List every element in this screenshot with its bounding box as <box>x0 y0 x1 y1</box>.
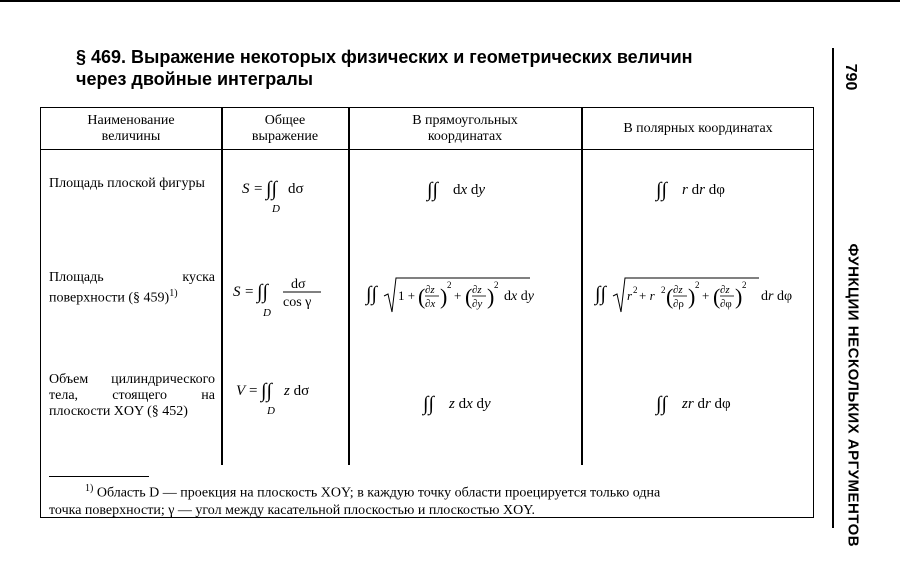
row-1-general <box>222 168 348 218</box>
svg-text:∫∫: ∫∫ <box>366 283 377 305</box>
svg-text:∂z: ∂z <box>472 284 482 296</box>
svg-text:2: 2 <box>447 280 452 290</box>
page-number <box>840 48 862 108</box>
svg-text:S: S <box>233 284 241 300</box>
svg-text:D: D <box>263 307 271 319</box>
svg-text:∫∫: ∫∫ <box>423 393 434 415</box>
svg-text:∂φ: ∂φ <box>720 298 732 310</box>
svg-text:∂x: ∂x <box>425 298 436 310</box>
row-1-polar <box>582 170 814 210</box>
margin-rule <box>832 48 834 528</box>
footnote-rule <box>49 476 149 477</box>
top-rule <box>0 0 900 2</box>
footnote <box>49 480 807 519</box>
svg-text:z dx dy: z dx dy <box>449 396 491 412</box>
svg-text:∫∫: ∫∫ <box>656 179 667 201</box>
header-name: Наименование величины <box>87 112 175 144</box>
formula-table <box>40 107 814 518</box>
svg-text:dσ: dσ <box>291 277 306 292</box>
svg-text:dx dy: dx dy <box>504 289 534 304</box>
svg-text:+: + <box>702 288 710 303</box>
svg-text:dr dφ: dr dφ <box>761 289 793 304</box>
svg-text:r: r <box>627 288 633 303</box>
svg-text:∂ρ: ∂ρ <box>673 298 684 310</box>
svg-text:z dσ: z dσ <box>284 383 310 399</box>
svg-text:): ) <box>735 284 743 309</box>
svg-text:=: = <box>245 284 254 300</box>
header-polar: В полярных координатах <box>623 120 773 136</box>
svg-text:cos γ: cos γ <box>283 295 312 310</box>
row-3-rect <box>349 384 581 424</box>
svg-text:2: 2 <box>661 285 666 295</box>
svg-text:∂z: ∂z <box>673 284 683 296</box>
row-2-general <box>222 266 348 322</box>
svg-text:1 +: 1 + <box>398 288 416 303</box>
header-rect: В прямоугольных координатах <box>412 112 518 144</box>
svg-text:∫∫: ∫∫ <box>261 380 272 402</box>
section-title-line-1: § 469. Выражение некоторых физических и геометрических величин <box>76 47 693 67</box>
page-number-text: 790 <box>842 63 859 91</box>
svg-text:zr dr dφ: zr dr dφ <box>682 396 731 412</box>
row-3-general <box>222 370 348 420</box>
row-2-polar <box>582 268 814 320</box>
svg-text:∫∫: ∫∫ <box>427 179 438 201</box>
header-general: Общее выражение <box>251 112 319 144</box>
row-1-rect <box>349 170 581 210</box>
row-1-name: Площадь плоской фигуры <box>49 176 205 191</box>
svg-text:∂z: ∂z <box>425 284 435 296</box>
section-title-line-2: через двойные интегралы <box>76 69 314 89</box>
row-3-polar <box>582 384 814 424</box>
svg-text:): ) <box>440 284 448 309</box>
svg-text:(: ( <box>666 284 674 309</box>
svg-text:2: 2 <box>695 280 700 290</box>
svg-text:=: = <box>254 181 263 197</box>
svg-text:(: ( <box>713 284 721 309</box>
svg-text:2: 2 <box>494 280 499 290</box>
svg-text:): ) <box>688 284 696 309</box>
running-title-text: ФУНКЦИИ НЕСКОЛЬКИХ АРГУМЕНТОВ <box>844 243 862 548</box>
svg-text:∫∫: ∫∫ <box>656 393 667 415</box>
row-2-name: Площадь куска поверхности (§ 459)$^{1)}$ <box>49 270 215 306</box>
svg-text:+: + <box>454 288 462 303</box>
svg-text:∂y: ∂y <box>472 298 483 310</box>
svg-text:(: ( <box>418 284 426 309</box>
svg-text:∂z: ∂z <box>720 284 730 296</box>
svg-text:2: 2 <box>633 285 638 295</box>
svg-text:V: V <box>236 383 246 399</box>
svg-text:=: = <box>249 383 258 399</box>
svg-text:D: D <box>272 203 280 215</box>
footnote-line-1: $^{1)}$ Область D — проекция на плоскость XOY; в каждую точку области проецируется только одна <box>85 483 661 501</box>
section-title <box>76 46 776 90</box>
svg-text:): ) <box>487 284 495 309</box>
footnote-line-2: точка поверхности; γ — угол между касательной плоскостью и плоскостью XOY. <box>49 502 536 518</box>
svg-text:S: S <box>242 181 250 197</box>
svg-text:(: ( <box>465 284 473 309</box>
running-title <box>842 243 864 548</box>
svg-text:+ r: + r <box>639 288 655 303</box>
svg-text:r dr dφ: r dr dφ <box>682 182 725 198</box>
svg-text:∫∫: ∫∫ <box>257 281 268 303</box>
svg-text:∫∫: ∫∫ <box>595 283 606 305</box>
svg-text:dσ: dσ <box>288 181 304 197</box>
svg-text:dx dy: dx dy <box>453 182 486 198</box>
svg-text:∫∫: ∫∫ <box>266 178 277 200</box>
svg-text:D: D <box>267 405 275 417</box>
row-2-rect <box>349 268 581 320</box>
svg-text:2: 2 <box>742 280 747 290</box>
row-3-name: Объем цилиндрического тела, стоящего на плоскости XOY (§ 452) <box>49 372 215 419</box>
